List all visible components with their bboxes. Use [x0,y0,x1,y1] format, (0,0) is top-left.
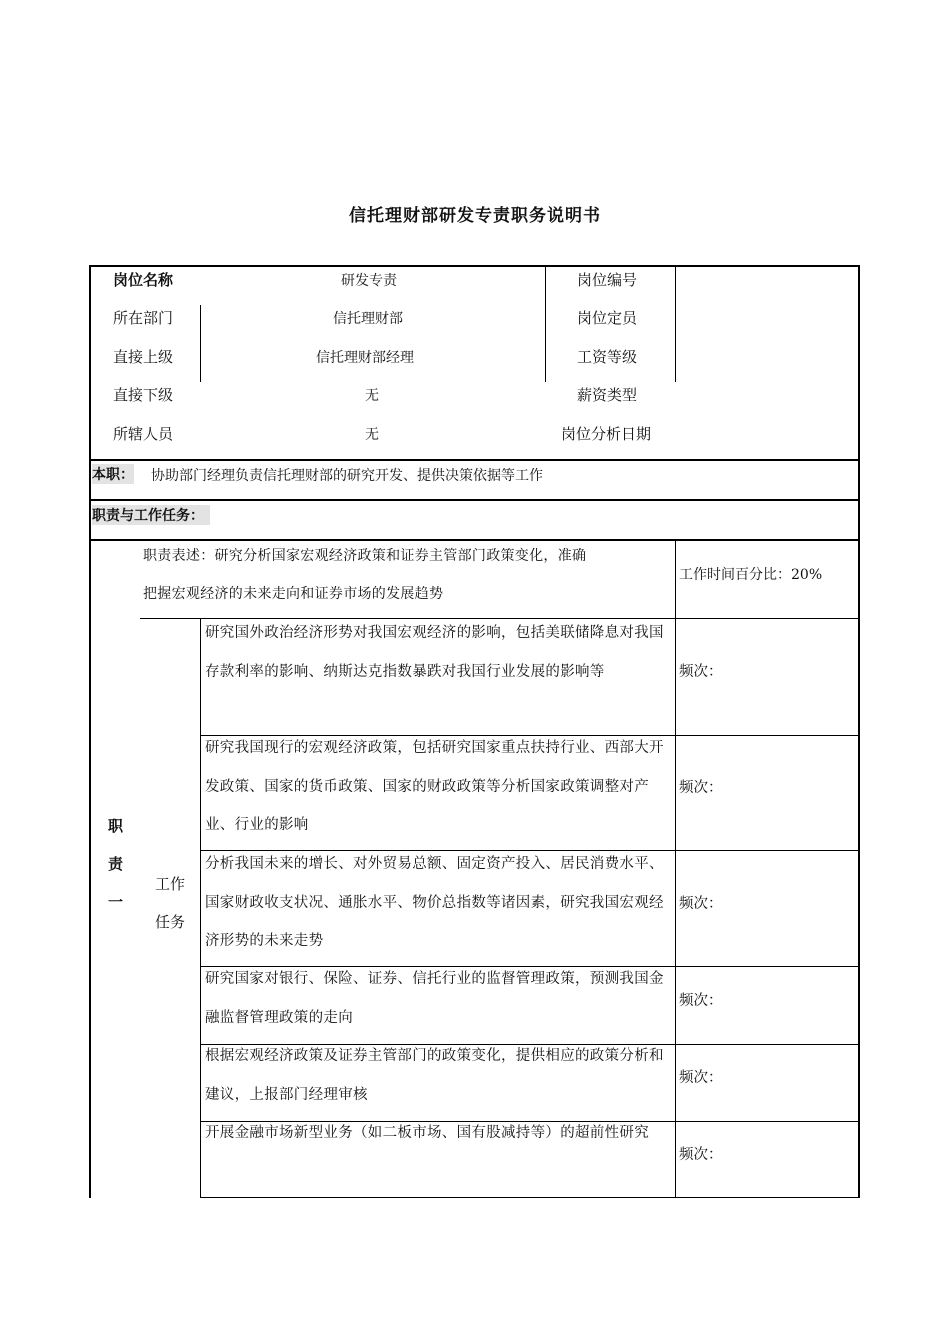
task-sep-6 [200,1197,860,1198]
value-supervisor: 信托理财部经理 [316,350,414,366]
task-freq-6: 频次： [679,1147,723,1163]
task-freq-5: 频次： [679,1070,723,1086]
duty-side-char-1: 职 [108,817,124,835]
table-border-top [89,265,860,267]
duties-header: 职责与工作任务： [92,505,210,525]
value-staff: 无 [365,427,379,443]
work-task-col-line [200,618,201,1198]
label-supervisor: 直接上级 [113,348,174,366]
task-text-5: 根据宏观经济政策及证券主管部门的政策变化，提供相应的政策分析和建议，上报部门经理审核 [205,1048,664,1103]
info-divider-3 [675,267,676,382]
value-department: 信托理财部 [333,311,403,327]
task-text-6: 开展金融市场新型业务（如二板市场、国有股减持等）的超前性研究 [205,1125,649,1141]
label-staff: 所辖人员 [113,425,174,443]
duty-description-line2: 把握宏观经济的未来走向和证券市场的发展趋势 [143,586,444,602]
label-department: 所在部门 [113,309,174,327]
label-subordinate: 直接下级 [113,386,174,404]
task-text-1: 研究国外政治经济形势对我国宏观经济的影响，包括美联储降息对我国存款利率的影响、纳斯达克指数暴跌对我国行业发展的影响等 [205,625,664,680]
value-subordinate: 无 [365,388,379,404]
table-border-left [89,265,91,1198]
work-task-label-1: 工作 [155,875,186,893]
task-freq-4: 频次： [679,993,723,1009]
label-position-name: 岗位名称 [113,271,174,289]
table-border-right [858,265,860,1198]
task-text-4: 研究国家对银行、保险、证券、信托行业的监督管理政策，预测我国金融监督管理政策的走向 [205,971,664,1026]
work-task-label-2: 任务 [155,913,186,931]
value-position-name: 研发专责 [341,273,397,289]
duty-side-char-3: 一 [108,893,124,911]
label-salary-grade: 工资等级 [577,348,638,366]
section-line-1 [89,459,860,461]
task-freq-1: 频次： [679,664,723,680]
info-divider-2 [545,267,546,382]
task-freq-3: 频次： [679,896,723,912]
main-duty-text: 协助部门经理负责信托理财部的研究开发、提供决策依据等工作 [151,468,543,484]
info-divider-1 [200,305,201,382]
section-line-3 [89,539,860,541]
label-salary-type: 薪资类型 [577,386,638,404]
task-freq-2: 频次： [679,780,723,796]
page-title: 信托理财部研发专责职务说明书 [349,206,601,226]
time-percent: 工作时间百分比：20% [679,567,823,583]
task-text-2: 研究我国现行的宏观经济政策，包括研究国家重点扶持行业、西部大开发政策、国家的货币政策、国家的财政政策等分析国家政策调整对产业、行业的影响 [205,740,664,833]
duty-description-line1: 职责表述：研究分析国家宏观经济政策和证券主管部门政策变化，准确 [143,548,587,564]
freq-col-line [675,541,676,1198]
label-headcount: 岗位定员 [577,309,638,327]
main-duty-label: 本职： [92,464,134,484]
task-text-3: 分析我国未来的增长、对外贸易总额、固定资产投入、居民消费水平、国家财政收支状况、通胀水平、物价总指数等诸因素，研究我国宏观经济形势的未来走势 [205,856,664,949]
label-analysis-date: 岗位分析日期 [561,425,652,443]
label-position-code: 岗位编号 [577,271,638,289]
duty-side-char-2: 责 [108,855,124,873]
section-line-2 [89,499,860,501]
